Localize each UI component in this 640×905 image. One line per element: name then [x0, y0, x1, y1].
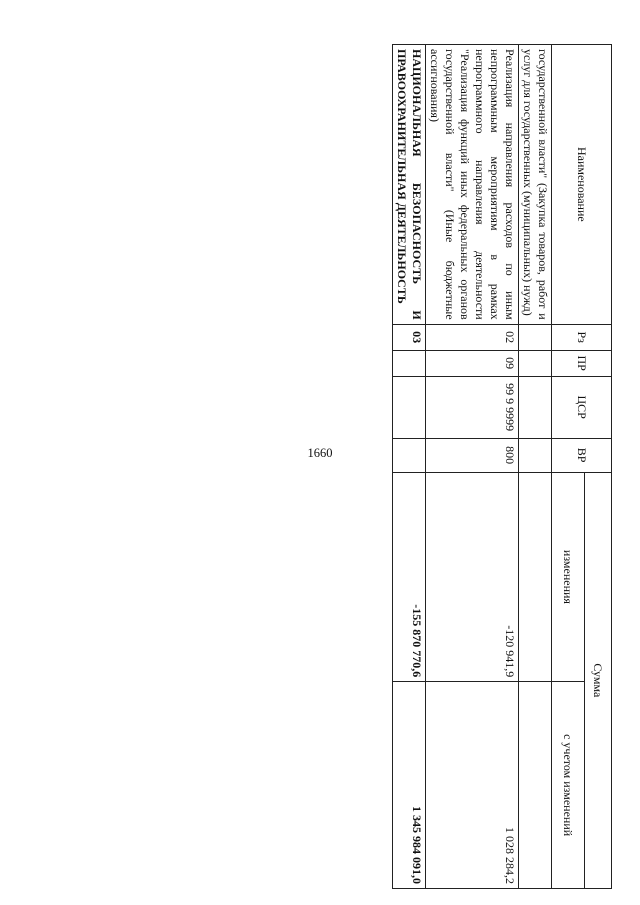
rotated-table-container — [152, 44, 612, 889]
row-csr: 99 9 9999 — [426, 376, 519, 438]
header-name: Наименование — [552, 45, 612, 325]
table-row — [426, 45, 519, 889]
row-name: государственной власти" (Закупка товаров, работ и услуг для государственных (муниципальных) нужд) — [519, 45, 552, 325]
row-total: 1 028 284,2 — [426, 682, 519, 889]
table-row — [519, 45, 552, 889]
row-pr — [519, 350, 552, 376]
row-vr — [519, 438, 552, 472]
header-pr: ПР — [552, 350, 612, 376]
row-pr: 09 — [426, 350, 519, 376]
header-rz: Рз — [552, 324, 612, 350]
row-total: 1 345 984 091,0 — [393, 682, 426, 889]
header-changes: изменения — [552, 472, 585, 682]
row-name: НАЦИОНАЛЬНАЯ БЕЗОПАСНОСТЬ И ПРАВООХРАНИТЕЛЬНАЯ ДЕЯТЕЛЬНОСТЬ — [393, 45, 426, 325]
header-csr: ЦСР — [552, 376, 612, 438]
row-rz — [519, 324, 552, 350]
row-rz: 02 — [426, 324, 519, 350]
row-pr — [393, 350, 426, 376]
row-vr — [393, 438, 426, 472]
row-change — [519, 472, 552, 682]
row-csr — [393, 376, 426, 438]
row-total — [519, 682, 552, 889]
row-change: -120 941,9 — [426, 472, 519, 682]
page-number: 1660 — [307, 446, 333, 460]
row-csr — [519, 376, 552, 438]
header-vr: ВР — [552, 438, 612, 472]
header-with-changes: с учетом изменений — [552, 682, 585, 889]
row-vr: 800 — [426, 438, 519, 472]
budget-table — [392, 44, 612, 889]
row-name: Реализация направления расходов по иным непрограммным мероприятиям в рамках непрограммного направления деятельности "Реализация функций иных федеральных органов государственной власти" (Иные бюджетные ассигнования) — [426, 45, 519, 325]
row-change: -155 870 770,6 — [393, 472, 426, 682]
row-rz: 03 — [393, 324, 426, 350]
table-row — [393, 45, 426, 889]
header-sum: Сумма — [585, 472, 612, 888]
